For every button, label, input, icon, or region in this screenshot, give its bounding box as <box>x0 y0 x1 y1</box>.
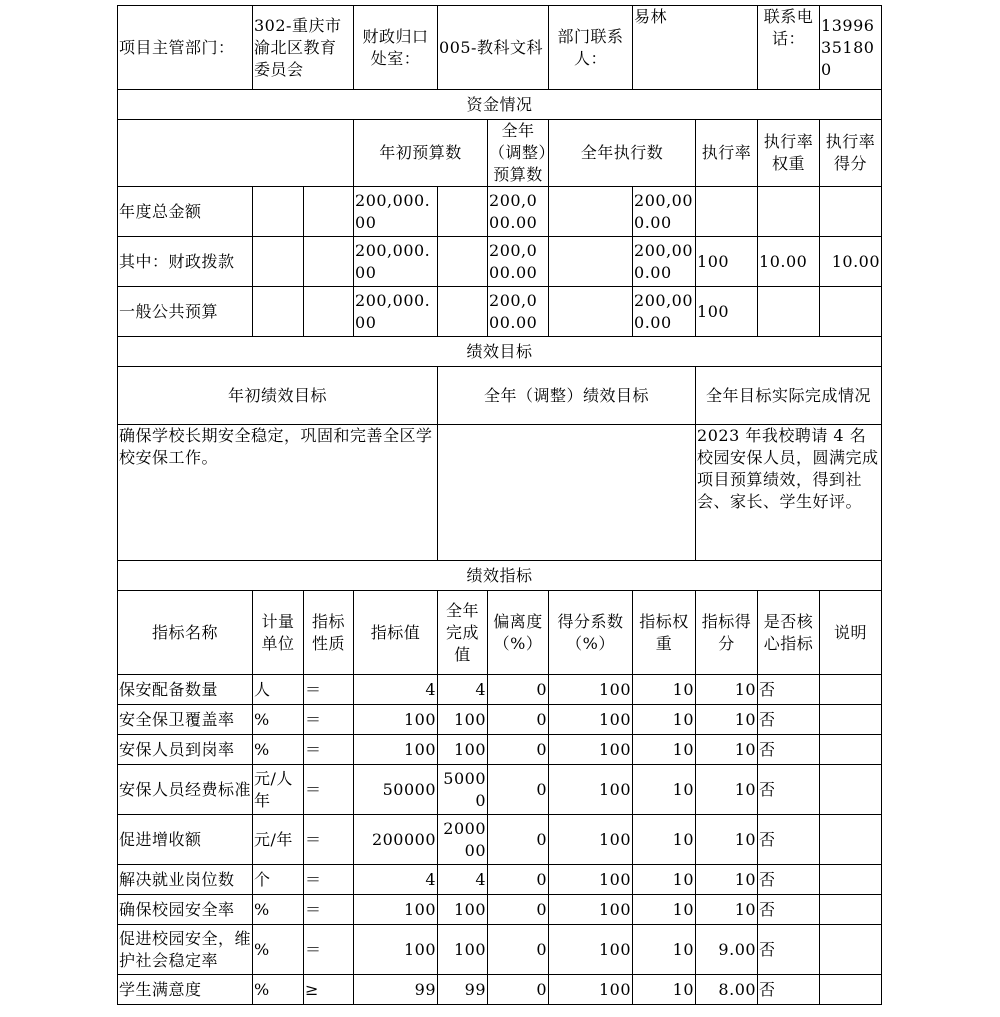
indicator-core: 否 <box>758 705 820 735</box>
funds-score <box>820 187 882 237</box>
indicator-target: 100 <box>354 705 438 735</box>
indicator-target: 100 <box>354 925 438 975</box>
indicator-weight: 10 <box>633 925 696 975</box>
funds-row-label: 其中：财政拨款 <box>118 237 253 287</box>
goals-actual-text: 2023 年我校聘请 4 名校园安保人员，圆满完成项目预算绩效，得到社会、家长、学生好评。 <box>696 425 882 561</box>
indicator-deviation: 0 <box>488 765 549 815</box>
indicator-actual: 100 <box>438 705 488 735</box>
indicator-coef: 100 <box>549 895 633 925</box>
funds-header-adjusted: 全年（调整）预算数 <box>488 120 549 187</box>
funds-rate <box>696 187 758 237</box>
indicator-score: 10 <box>696 895 758 925</box>
indicator-target: 100 <box>354 735 438 765</box>
indicator-coef: 100 <box>549 705 633 735</box>
indicators-title-row <box>118 561 882 591</box>
table-cell <box>253 187 304 237</box>
funds-executed: 200,000.00 <box>633 287 696 337</box>
goals-title-row <box>118 337 882 367</box>
funds-executed: 200,000.00 <box>633 237 696 287</box>
indicator-note <box>820 975 882 1005</box>
indicator-score: 10 <box>696 815 758 865</box>
indicator-note <box>820 705 882 735</box>
indicator-row <box>118 865 882 895</box>
table-cell <box>304 237 354 287</box>
indicator-header: 指标值 <box>354 591 438 675</box>
indicator-weight: 10 <box>633 975 696 1005</box>
indicator-coef: 100 <box>549 925 633 975</box>
table-cell <box>549 237 633 287</box>
indicator-core: 否 <box>758 675 820 705</box>
indicator-nature: ＝ <box>304 675 354 705</box>
finance-label: 财政归口处室： <box>354 6 438 90</box>
indicator-score: 10 <box>696 865 758 895</box>
dept-label: 项目主管部门： <box>118 6 253 90</box>
funds-title-row <box>118 90 882 120</box>
contact-value: 易林 <box>633 6 758 90</box>
funds-adjusted: 200,000.00 <box>488 237 549 287</box>
indicator-deviation: 0 <box>488 675 549 705</box>
table-cell <box>253 287 304 337</box>
indicator-note <box>820 815 882 865</box>
indicator-note <box>820 895 882 925</box>
indicator-header: 得分系数（%） <box>549 591 633 675</box>
indicator-coef: 100 <box>549 675 633 705</box>
indicators-header-row <box>118 591 882 675</box>
table-cell <box>438 287 488 337</box>
indicator-core: 否 <box>758 765 820 815</box>
indicator-deviation: 0 <box>488 975 549 1005</box>
indicator-deviation: 0 <box>488 815 549 865</box>
indicator-score: 10 <box>696 675 758 705</box>
indicator-name: 安全保卫覆盖率 <box>118 705 253 735</box>
funds-header-score: 执行率得分 <box>820 120 882 187</box>
indicator-core: 否 <box>758 895 820 925</box>
indicator-weight: 10 <box>633 895 696 925</box>
goals-initial-header: 年初绩效目标 <box>118 367 438 425</box>
indicator-target: 200000 <box>354 815 438 865</box>
funds-weight <box>758 287 820 337</box>
indicator-nature: ＝ <box>304 705 354 735</box>
indicator-weight: 10 <box>633 765 696 815</box>
indicator-note <box>820 925 882 975</box>
indicator-score: 9.00 <box>696 925 758 975</box>
indicator-actual: 4 <box>438 865 488 895</box>
indicator-header: 说明 <box>820 591 882 675</box>
indicator-nature: ＝ <box>304 765 354 815</box>
indicator-target: 99 <box>354 975 438 1005</box>
indicator-core: 否 <box>758 925 820 975</box>
funds-header-initial: 年初预算数 <box>354 120 488 187</box>
goals-content-row <box>118 425 882 561</box>
contact-label: 部门联系人： <box>549 6 633 90</box>
indicator-row <box>118 735 882 765</box>
goals-adjusted-header: 全年（调整）绩效目标 <box>438 367 696 425</box>
indicator-score: 10 <box>696 705 758 735</box>
funds-score <box>820 287 882 337</box>
indicator-nature: ≥ <box>304 975 354 1005</box>
indicator-core: 否 <box>758 865 820 895</box>
goals-actual-header: 全年目标实际完成情况 <box>696 367 882 425</box>
indicator-row <box>118 675 882 705</box>
funds-row-label: 一般公共预算 <box>118 287 253 337</box>
indicator-target: 50000 <box>354 765 438 815</box>
indicator-header: 全年完成值 <box>438 591 488 675</box>
indicator-name: 安保人员经费标准 <box>118 765 253 815</box>
funds-adjusted: 200,000.00 <box>488 287 549 337</box>
indicator-unit: % <box>253 975 304 1005</box>
indicator-name: 解决就业岗位数 <box>118 865 253 895</box>
indicator-unit: % <box>253 895 304 925</box>
indicator-header: 指标权重 <box>633 591 696 675</box>
indicator-actual: 100 <box>438 735 488 765</box>
indicator-row <box>118 765 882 815</box>
indicator-nature: ＝ <box>304 925 354 975</box>
indicator-nature: ＝ <box>304 815 354 865</box>
indicator-name: 保安配备数量 <box>118 675 253 705</box>
indicator-actual: 100 <box>438 925 488 975</box>
funds-row <box>118 237 882 287</box>
indicator-unit: 个 <box>253 865 304 895</box>
indicator-coef: 100 <box>549 975 633 1005</box>
funds-header-executed: 全年执行数 <box>549 120 696 187</box>
indicator-header: 指标性质 <box>304 591 354 675</box>
indicator-weight: 10 <box>633 865 696 895</box>
funds-score: 10.00 <box>820 237 882 287</box>
indicator-coef: 100 <box>549 765 633 815</box>
funds-weight: 10.00 <box>758 237 820 287</box>
indicator-weight: 10 <box>633 675 696 705</box>
goals-initial-text: 确保学校长期安全稳定，巩固和完善全区学校安保工作。 <box>118 425 438 561</box>
indicator-name: 学生满意度 <box>118 975 253 1005</box>
indicator-actual: 4 <box>438 675 488 705</box>
funds-adjusted: 200,000.00 <box>488 187 549 237</box>
indicator-nature: ＝ <box>304 735 354 765</box>
goals-section-title: 绩效目标 <box>118 337 882 367</box>
funds-header-weight: 执行率权重 <box>758 120 820 187</box>
indicator-row <box>118 705 882 735</box>
indicator-unit: 元/年 <box>253 815 304 865</box>
funds-row-label: 年度总金额 <box>118 187 253 237</box>
indicator-name: 确保校园安全率 <box>118 895 253 925</box>
indicator-weight: 10 <box>633 815 696 865</box>
indicator-coef: 100 <box>549 735 633 765</box>
funds-initial: 200,000.00 <box>354 287 438 337</box>
indicator-name: 促进增收额 <box>118 815 253 865</box>
table-cell <box>304 187 354 237</box>
indicator-nature: ＝ <box>304 895 354 925</box>
funds-weight <box>758 187 820 237</box>
indicator-deviation: 0 <box>488 705 549 735</box>
indicator-core: 否 <box>758 975 820 1005</box>
indicator-row <box>118 895 882 925</box>
funds-header-blank <box>118 120 354 187</box>
funds-header-rate: 执行率 <box>696 120 758 187</box>
indicator-actual: 200000 <box>438 815 488 865</box>
indicator-score: 8.00 <box>696 975 758 1005</box>
funds-rate: 100 <box>696 287 758 337</box>
funds-initial: 200,000.00 <box>354 187 438 237</box>
indicator-weight: 10 <box>633 735 696 765</box>
indicator-header: 是否核心指标 <box>758 591 820 675</box>
indicator-header: 指标名称 <box>118 591 253 675</box>
funds-rate: 100 <box>696 237 758 287</box>
indicator-unit: 元/人年 <box>253 765 304 815</box>
phone-label: 联系电话： <box>758 6 820 90</box>
indicator-coef: 100 <box>549 865 633 895</box>
indicator-deviation: 0 <box>488 925 549 975</box>
indicator-coef: 100 <box>549 815 633 865</box>
indicator-name: 促进校园安全，维护社会稳定率 <box>118 925 253 975</box>
indicator-actual: 50000 <box>438 765 488 815</box>
funds-row <box>118 287 882 337</box>
goals-header-row <box>118 367 882 425</box>
indicators-section-title: 绩效指标 <box>118 561 882 591</box>
indicator-target: 4 <box>354 865 438 895</box>
indicator-actual: 99 <box>438 975 488 1005</box>
finance-value: 005-教科文科 <box>438 6 549 90</box>
goals-adjusted-text <box>438 425 696 561</box>
table-cell <box>549 187 633 237</box>
indicator-note <box>820 765 882 815</box>
table-cell <box>438 237 488 287</box>
indicator-deviation: 0 <box>488 735 549 765</box>
indicator-note <box>820 865 882 895</box>
indicator-note <box>820 735 882 765</box>
indicator-score: 10 <box>696 735 758 765</box>
indicator-weight: 10 <box>633 705 696 735</box>
indicator-unit: % <box>253 925 304 975</box>
funds-initial: 200,000.00 <box>354 237 438 287</box>
table-cell <box>304 287 354 337</box>
table-cell <box>549 287 633 337</box>
indicator-note <box>820 675 882 705</box>
dept-value: 302-重庆市渝北区教育委员会 <box>253 6 354 90</box>
indicator-target: 4 <box>354 675 438 705</box>
indicator-row <box>118 815 882 865</box>
indicator-core: 否 <box>758 815 820 865</box>
performance-table <box>117 5 882 1005</box>
indicator-unit: % <box>253 735 304 765</box>
indicator-header: 指标得分 <box>696 591 758 675</box>
funds-executed: 200,000.00 <box>633 187 696 237</box>
indicator-name: 安保人员到岗率 <box>118 735 253 765</box>
indicator-row <box>118 975 882 1005</box>
funds-header-row <box>118 120 882 187</box>
indicator-unit: 人 <box>253 675 304 705</box>
indicator-unit: % <box>253 705 304 735</box>
indicator-nature: ＝ <box>304 865 354 895</box>
phone-value: 13996351800 <box>820 6 882 90</box>
funds-row <box>118 187 882 237</box>
indicator-actual: 100 <box>438 895 488 925</box>
indicator-row <box>118 925 882 975</box>
header-row <box>118 6 882 90</box>
table-cell <box>438 187 488 237</box>
table-cell <box>253 237 304 287</box>
indicator-target: 100 <box>354 895 438 925</box>
indicator-deviation: 0 <box>488 865 549 895</box>
indicator-core: 否 <box>758 735 820 765</box>
funds-section-title: 资金情况 <box>118 90 882 120</box>
indicator-header: 计量单位 <box>253 591 304 675</box>
indicator-header: 偏离度（%） <box>488 591 549 675</box>
indicator-deviation: 0 <box>488 895 549 925</box>
indicator-score: 10 <box>696 765 758 815</box>
